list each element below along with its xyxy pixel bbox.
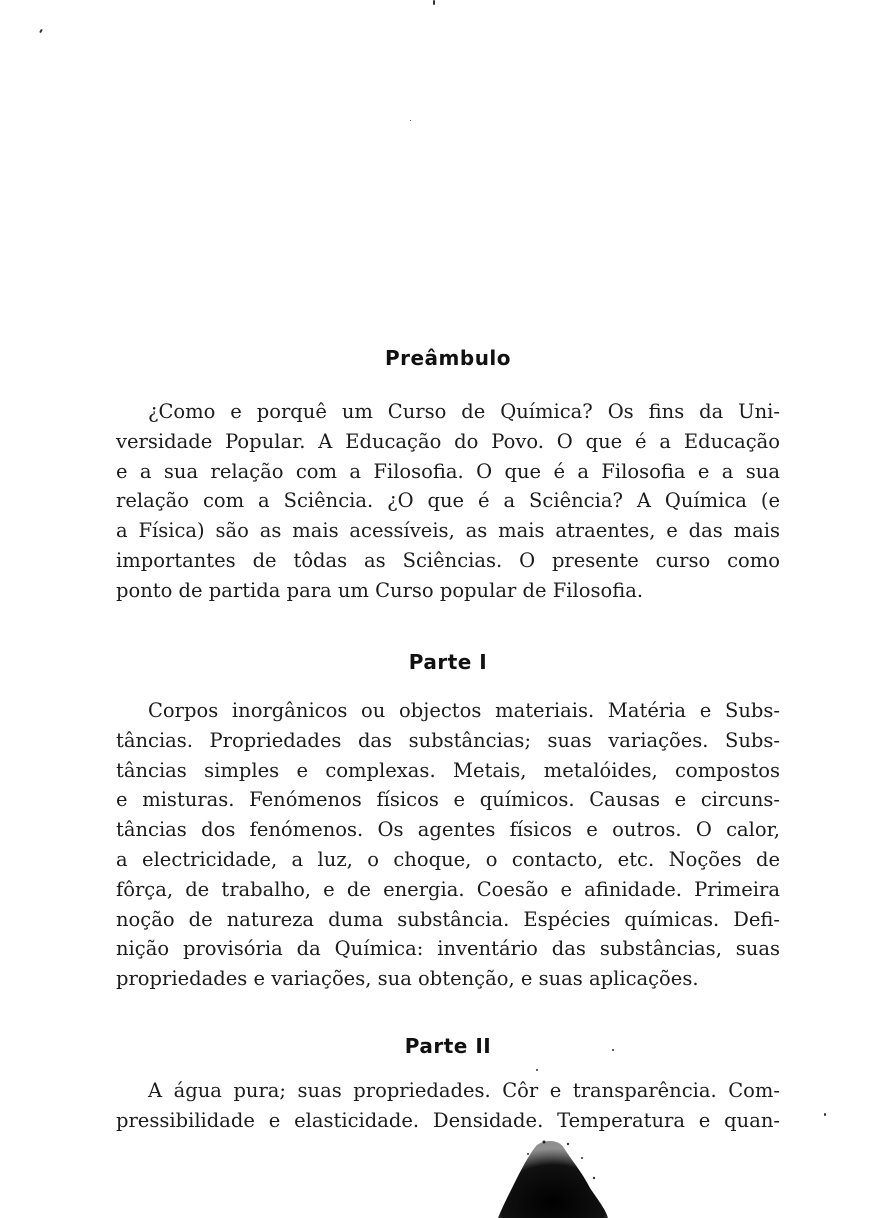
- print-speck: [824, 1113, 826, 1116]
- preambulo-heading: Preâmbulo: [384, 346, 512, 370]
- parte2-line-1: A água pura; suas propriedades. Côr e transparência. Com-: [148, 1079, 780, 1102]
- preambulo-line-4: relação com a Sciência. ¿O que é a Sciência? A Química (e: [116, 489, 780, 513]
- print-speck: [536, 1069, 538, 1071]
- preambulo-line-2: versidade Popular. A Educação do Povo. O que é a Educação: [116, 429, 780, 453]
- preambulo-paragraph: [116, 397, 780, 606]
- print-speck: [39, 29, 43, 33]
- preambulo-line-6: importantes de tôdas as Sciências. O presente curso como: [116, 548, 780, 572]
- parte1-heading: Parte I: [408, 650, 488, 674]
- print-speck: [410, 120, 411, 121]
- parte1-line-4: e misturas. Fenómenos físicos e químicos. Causas e circuns-: [116, 788, 780, 812]
- preambulo-line-1: ¿Como e porquê um Curso de Química? Os fins da Uni-: [148, 400, 780, 423]
- parte2-heading: Parte II: [404, 1034, 492, 1058]
- preambulo-line-3: e a sua relação com a Filosofia. O que é a Filosofia e a sua: [116, 459, 780, 483]
- ink-blot-smudge: [498, 1138, 610, 1218]
- print-speck: [433, 0, 435, 5]
- parte1-line-5: tâncias dos fenómenos. Os agentes físicos e outros. O calor,: [116, 818, 780, 842]
- parte1-line-3: tâncias simples e complexas. Metais, metalóides, compostos: [116, 758, 780, 782]
- parte1-line-1: Corpos inorgânicos ou objectos materiais. Matéria e Subs-: [148, 699, 780, 722]
- parte1-line-9: nição provisória da Química: inventário das substâncias, suas: [116, 937, 780, 961]
- preambulo-line-5: a Física) são as mais acessíveis, as mais atraentes, e das mais: [116, 519, 780, 543]
- parte1-line-8: noção de natureza duma substância. Espécies químicas. Defi-: [116, 907, 780, 931]
- parte2-paragraph: [116, 1076, 780, 1136]
- preambulo-line-7: ponto de partida para um Curso popular de Filosofia.: [116, 578, 644, 602]
- parte1-line-6: a electricidade, a luz, o choque, o contacto, etc. Noções de: [116, 847, 780, 871]
- parte1-paragraph: [116, 696, 780, 994]
- parte2-line-2: pressibilidade e elasticidade. Densidade. Temperatura e quan-: [116, 1108, 780, 1132]
- parte1-line-10: propriedades e variações, sua obtenção, e suas aplicações.: [116, 967, 699, 991]
- parte1-line-2: tâncias. Propriedades das substâncias; suas variações. Subs-: [116, 728, 780, 752]
- parte1-line-7: fôrça, de trabalho, e de energia. Coesão e afinidade. Primeira: [116, 877, 780, 901]
